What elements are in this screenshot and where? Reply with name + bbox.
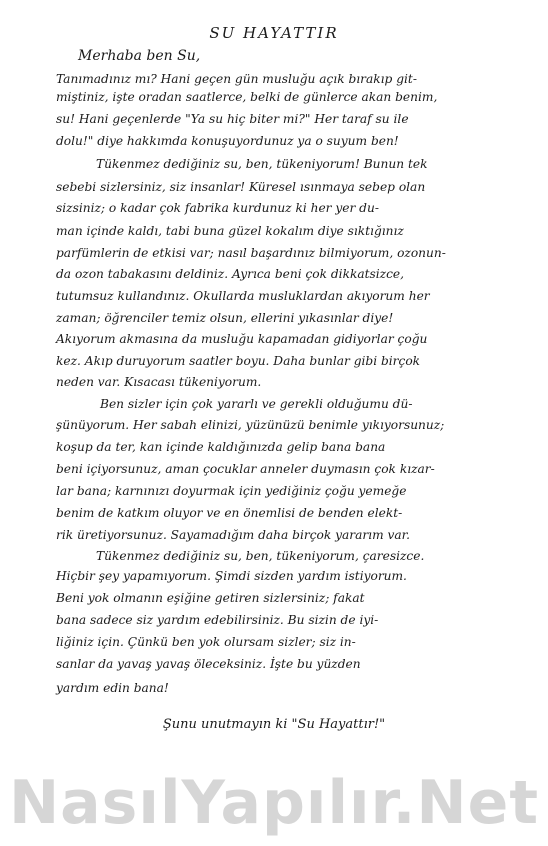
letter-line: tutumsuz kullandınız. Okullarda musluklardan akıyorum her <box>56 289 430 303</box>
letter-line: Tanımadınız mı? Hani geçen gün musluğu açık bırakıp git- <box>56 72 417 86</box>
letter-line: Tükenmez dediğiniz su, ben, tükeniyorum, çaresizce. <box>96 549 425 563</box>
letter-line: neden var. Kısacası tükeniyorum. <box>56 375 262 389</box>
letter-line: da ozon tabakasını deldiniz. Ayrıca beni çok dikkatsizce, <box>56 267 405 281</box>
letter-greeting: Merhaba ben Su, <box>78 48 201 64</box>
letter-line: beni içiyorsunuz, aman çocuklar anneler duymasın çok kızar- <box>56 462 435 476</box>
letter-line: lar bana; karnınızı doyurmak için yediğiniz çoğu yemeğe <box>56 484 407 498</box>
letter-line: rik üretiyorsunuz. Sayamadığım daha birçok yararım var. <box>56 528 411 542</box>
letter-line: su! Hani geçenlerde "Ya su hiç biter mi?" Her taraf su ile <box>56 112 409 126</box>
letter-line: liğiniz için. Çünkü ben yok olursam sizler; siz in- <box>56 635 356 649</box>
letter-line: yardım edin bana! <box>56 681 169 695</box>
letter-line: parfümlerin de etkisi var; nasıl başardınız bilmiyorum, ozonun- <box>56 246 446 260</box>
letter-line: Ben sizler için çok yararlı ve gerekli olduğumu dü- <box>100 397 413 411</box>
letter-line: Akıyorum akmasına da musluğu kapamadan gidiyorlar çoğu <box>56 332 428 346</box>
letter-line: Tükenmez dediğiniz su, ben, tükeniyorum! Bunun tek <box>96 157 428 171</box>
letter-line: sizsiniz; o kadar çok fabrika kurdunuz ki her yer du- <box>56 201 379 215</box>
watermark-logo: NasılYapılır.Net <box>8 768 540 838</box>
letter-line: bana sadece siz yardım edebilirsiniz. Bu sizin de iyi- <box>56 613 379 627</box>
letter-line: miştiniz, işte oradan saatlerce, belki de günlerce akan benim, <box>56 90 438 104</box>
letter-line: man içinde kaldı, tabi buna güzel kokalım diye sıktığınız <box>56 224 404 238</box>
letter-line: koşup da ter, kan içinde kaldığınızda gelip bana bana <box>56 440 386 454</box>
letter-line: dolu!" diye hakkımda konuşuyordunuz ya o suyum ben! <box>56 134 399 148</box>
letter-line: zaman; öğrenciler temiz olsun, ellerini yıkasınlar diye! <box>56 311 394 325</box>
letter-line: sanlar da yavaş yavaş öleceksiniz. İşte bu yüzden <box>56 657 361 671</box>
letter-line: şünüyorum. Her sabah elinizi, yüzünüzü benimle yıkıyorsunuz; <box>56 418 445 432</box>
letter-line: benim de katkım oluyor ve en önemlisi de benden elekt- <box>56 506 403 520</box>
letter-closing: Şunu unutmayın ki "Su Hayattır!" <box>162 717 386 732</box>
letter-line: Hiçbir şey yapamıyorum. Şimdi sizden yardım istiyorum. <box>56 569 407 583</box>
letter-line: Beni yok olmanın eşiğine getiren sizlersiniz; fakat <box>56 591 365 605</box>
letter-line: kez. Akıp duruyorum saatler boyu. Daha bunlar gibi birçok <box>56 354 421 368</box>
letter-title: SU HAYATTIR <box>209 24 339 42</box>
letter-line: sebebi sizlersiniz, siz insanlar! Küresel ısınmaya sebep olan <box>56 180 426 194</box>
